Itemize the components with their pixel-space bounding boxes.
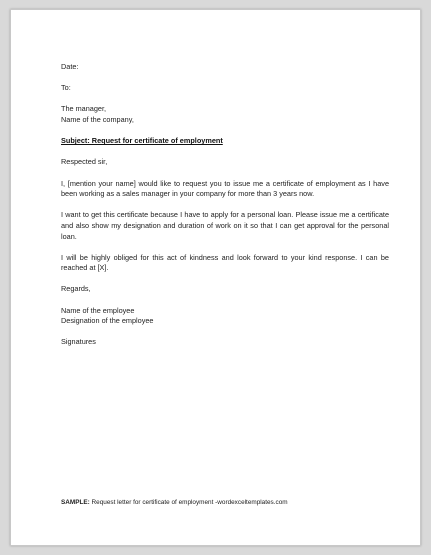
- recipient-title: The manager,: [61, 104, 107, 114]
- paragraph-3: I will be highly obliged for this act of kindness and look forward to your kind response. I can be reached at [X].: [61, 252, 389, 273]
- document-page: [10, 9, 421, 546]
- to-line: To:: [61, 83, 71, 93]
- signatures-line: Signatures: [61, 337, 96, 347]
- sender-designation: Designation of the employee: [61, 316, 154, 326]
- sample-label: SAMPLE:: [61, 499, 90, 506]
- sample-text: Request letter for certificate of employment -wordexceltemplates.com: [89, 499, 288, 506]
- sample-footer: [61, 498, 288, 507]
- recipient-block: [61, 104, 389, 125]
- paragraph-2: I want to get this certificate because I have to apply for a personal loan. Please issue me a certificate and also show my designation and duration of work on it so that I can get approval for the personal loan.: [61, 210, 389, 241]
- letter-body: [61, 62, 389, 359]
- date-line: Date:: [61, 62, 79, 71]
- sender-name: Name of the employee: [61, 305, 135, 315]
- closing: Regards,: [61, 284, 91, 294]
- salutation: Respected sir,: [61, 157, 108, 167]
- recipient-company: Name of the company,: [61, 114, 134, 124]
- paragraph-1: I, [mention your name] would like to request you to issue me a certificate of employment as I have been working as a sales manager in your company for more than 3 years now.: [61, 178, 389, 199]
- sender-block: [61, 306, 389, 327]
- subject-line: Subject: Request for certificate of employment: [61, 136, 223, 146]
